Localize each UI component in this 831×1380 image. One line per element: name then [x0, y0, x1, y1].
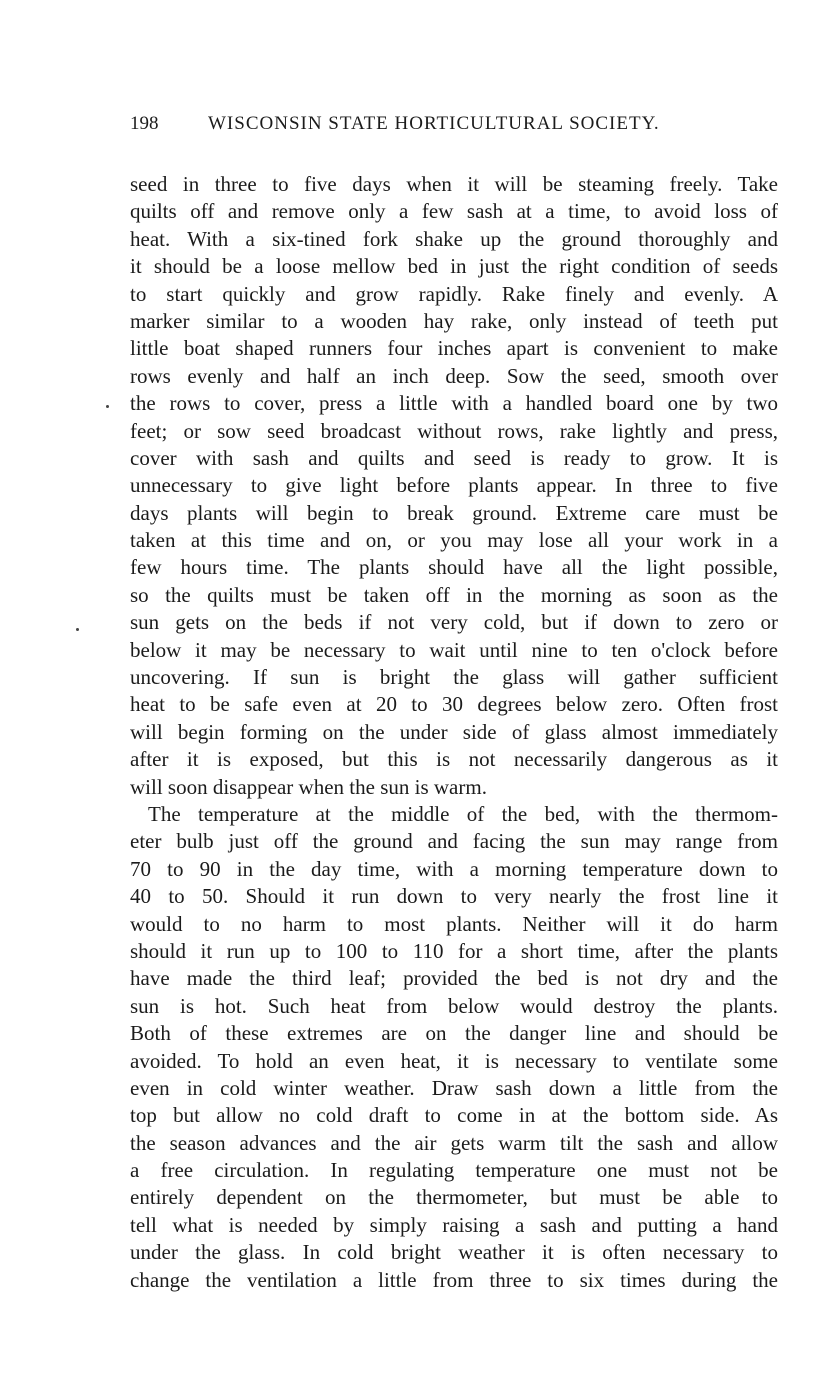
page-number: 198	[130, 113, 159, 134]
running-title: WISCONSIN STATE HORTICULTURAL SOCIETY.	[208, 113, 660, 134]
text-line: the rows to cover, press a little with a handled board one by two	[130, 391, 778, 416]
text-line: 40 to 50. Should it run down to very nearly the frost line it	[130, 884, 778, 909]
text-line: 70 to 90 in the day time, with a morning temperature down to	[130, 856, 778, 881]
text-line: heat to be safe even at 20 to 30 degrees below zero. Often frost	[130, 692, 778, 717]
text-line: a free circulation. In regulating temperature one must not be	[130, 1158, 778, 1183]
text-line: under the glass. In cold bright weather it is often necessary to	[130, 1240, 778, 1265]
text-line: quilts off and remove only a few sash at a time, to avoid loss of	[130, 199, 778, 224]
text-line: change the ventilation a little from three to six times during the	[130, 1267, 778, 1292]
text-line: little boat shaped runners four inches apart is convenient to make	[130, 336, 778, 361]
paragraph-start-line: The temperature at the middle of the bed, with the thermom-	[148, 801, 778, 826]
text-line: will begin forming on the under side of glass almost immediately	[130, 719, 778, 744]
text-line: after it is exposed, but this is not necessarily dangerous as it	[130, 747, 778, 772]
text-line: rows evenly and half an inch deep. Sow the seed, smooth over	[130, 363, 778, 388]
text-line: sun gets on the beds if not very cold, but if down to zero or	[130, 610, 778, 635]
text-line: unnecessary to give light before plants appear. In three to five	[130, 473, 778, 498]
text-line: cover with sash and quilts and seed is ready to grow. It is	[130, 445, 778, 470]
text-line: eter bulb just off the ground and facing the sun may range from	[130, 829, 778, 854]
text-line: so the quilts must be taken off in the morning as soon as the	[130, 582, 778, 607]
text-line: should it run up to 100 to 110 for a short time, after the plants	[130, 938, 778, 963]
text-line: it should be a loose mellow bed in just the right condition of seeds	[130, 254, 778, 279]
text-line: tell what is needed by simply raising a sash and putting a hand	[130, 1212, 778, 1237]
margin-mark	[76, 628, 79, 631]
text-line: entirely dependent on the thermometer, but must be able to	[130, 1185, 778, 1210]
text-line: below it may be necessary to wait until nine to ten o'clock before	[130, 637, 778, 662]
text-line: days plants will begin to break ground. Extreme care must be	[130, 500, 778, 525]
text-line: taken at this time and on, or you may lose all your work in a	[130, 528, 778, 553]
text-line: have made the third leaf; provided the bed is not dry and the	[130, 966, 778, 991]
text-line: marker similar to a wooden hay rake, only instead of teeth put	[130, 308, 778, 333]
text-line: few hours time. The plants should have all the light possible,	[130, 555, 778, 580]
text-line: seed in three to five days when it will be steaming freely. Take	[130, 172, 778, 196]
text-line: would to no harm to most plants. Neither will it do harm	[130, 911, 778, 936]
text-line: uncovering. If sun is bright the glass will gather sufficient	[130, 665, 778, 690]
text-line: to start quickly and grow rapidly. Rake finely and evenly. A	[130, 281, 778, 306]
paragraph-end-line: will soon disappear when the sun is warm.	[130, 774, 487, 799]
text-line: feet; or sow seed broadcast without rows, rake lightly and press,	[130, 418, 778, 443]
text-line: heat. With a six-tined fork shake up the ground thoroughly and	[130, 226, 778, 251]
text-line: avoided. To hold an even heat, it is necessary to ventilate some	[130, 1048, 778, 1073]
text-line: the season advances and the air gets warm tilt the sash and allow	[130, 1130, 778, 1155]
text-line: top but allow no cold draft to come in at the bottom side. As	[130, 1103, 778, 1128]
text-line: Both of these extremes are on the danger line and should be	[130, 1021, 778, 1046]
body-text	[130, 171, 778, 1294]
text-line: even in cold winter weather. Draw sash down a little from the	[130, 1075, 778, 1100]
margin-mark	[106, 405, 109, 408]
text-line: sun is hot. Such heat from below would destroy the plants.	[130, 993, 778, 1018]
running-head	[130, 113, 710, 143]
